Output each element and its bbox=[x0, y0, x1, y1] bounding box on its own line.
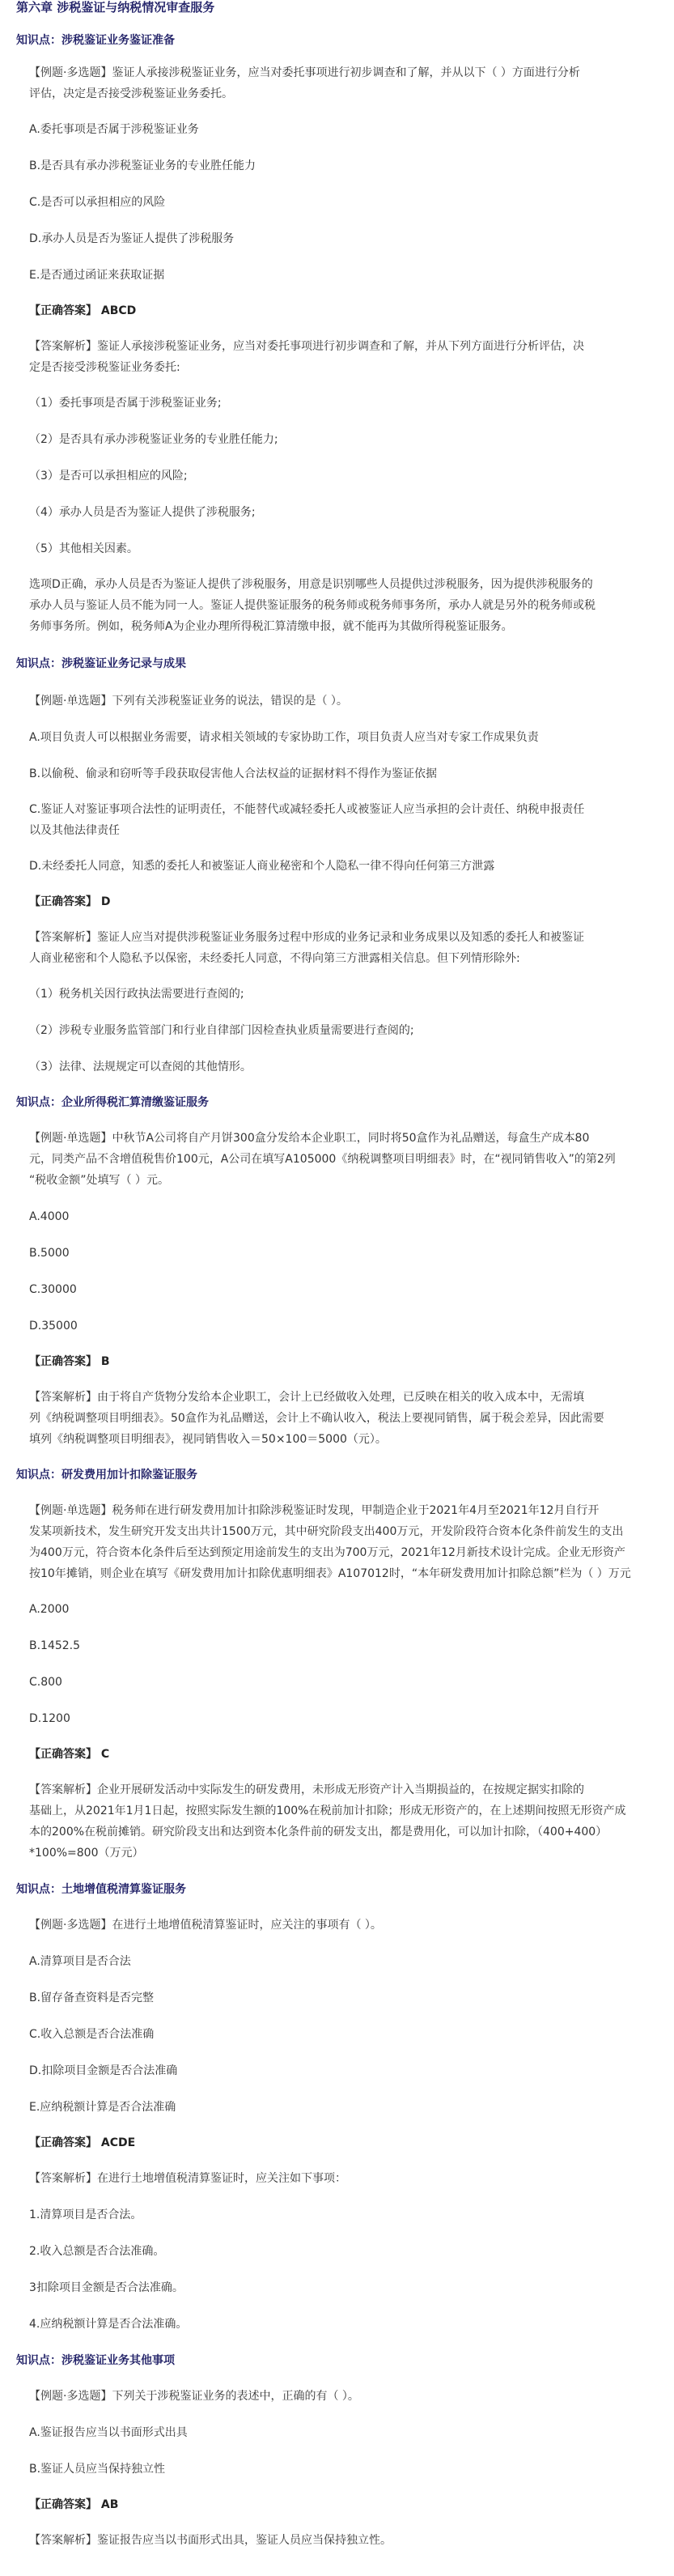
text-line: A.清算项目是否合法 bbox=[29, 1955, 131, 1968]
text-line: 按10年摊销，则企业在填写《研发费用加计扣除优惠明细表》A107012时，“本年研发费用加计扣除总额”栏为（ ）万元 bbox=[29, 1567, 631, 1580]
section-heading: 知识点：研发费用加计扣除鉴证服务 bbox=[16, 1469, 197, 1481]
text-line: （4）承办人员是否为鉴证人提供了涉税服务; bbox=[29, 506, 256, 519]
text-line: 【正确答案】 ABCD bbox=[29, 304, 137, 317]
text-line: （2）是否具有承办涉税鉴证业务的专业胜任能力; bbox=[29, 433, 278, 446]
text-line: 发某项新技术，发生研究开发支出共计1500万元，其中研究阶段支出400万元，开发阶段符合资本化条件前发生的支出 bbox=[29, 1525, 624, 1538]
text-line: C.800 bbox=[29, 1676, 62, 1689]
text-line: 为400万元，符合资本化条件后至达到预定用途前发生的支出为700万元，2021年12月新技术设计完成。企业无形资产 bbox=[29, 1546, 625, 1559]
text-line: 【答案解析】在进行土地增值税清算鉴证时，应关注如下事项： bbox=[29, 2172, 346, 2185]
section-heading: 知识点：涉税鉴证业务其他事项 bbox=[16, 2354, 175, 2367]
text-line: B.1452.5 bbox=[29, 1639, 81, 1652]
section-heading: 知识点：土地增值税清算鉴证服务 bbox=[16, 1883, 186, 1896]
text-line: 【答案解析】鉴证人承接涉税鉴证业务，应当对委托事项进行初步调查和了解，并从下列方面进行分析评估，决 bbox=[29, 340, 584, 353]
text-line: 4.应纳税额计算是否合法准确。 bbox=[29, 2318, 188, 2331]
text-line: 【答案解析】企业开展研发活动中实际发生的研发费用，未形成无形资产计入当期损益的，在按规定据实扣除的 bbox=[29, 1783, 584, 1796]
text-line: D.扣除项目金额是否合法准确 bbox=[29, 2064, 178, 2077]
text-line: B.留存备查资料是否完整 bbox=[29, 1992, 155, 2004]
text-line: 基础上，从2021年1月1日起，按照实际发生额的100%在税前加计扣除；形成无形资产的，在上述期间按照无形资产成 bbox=[29, 1804, 626, 1817]
chapter-title: 第六章 涉税鉴证与纳税情况审查服务 bbox=[16, 0, 215, 15]
text-line: 【例题·多选题】在进行土地增值税清算鉴证时，应关注的事项有（ ）。 bbox=[29, 1919, 382, 1932]
text-line: 元，同类产品不含增值税售价100元，A公司在填写A105000《纳税调整项目明细表》时，在“视同销售收入”的第2列 bbox=[29, 1153, 616, 1166]
text-line: 【答案解析】鉴证人应当对提供涉税鉴证业务服务过程中形成的业务记录和业务成果以及知悉的委托人和被鉴证 bbox=[29, 931, 584, 944]
text-line: A.2000 bbox=[29, 1603, 70, 1616]
text-line: 选项D正确，承办人员是否为鉴证人提供了涉税服务，用意是识别哪些人员提供过涉税服务，因为提供涉税服务的 bbox=[29, 578, 593, 591]
text-line: 【例题·多选题】下列关于涉税鉴证业务的表述中，正确的有（ ）。 bbox=[29, 2390, 359, 2403]
text-line: B.5000 bbox=[29, 1247, 70, 1260]
text-line: 3扣除项目金额是否合法准确。 bbox=[29, 2281, 184, 2294]
text-line: （1）税务机关因行政执法需要进行查阅的; bbox=[29, 988, 244, 1001]
text-line: *100%=800（万元） bbox=[29, 1847, 144, 1860]
text-line: A.4000 bbox=[29, 1210, 70, 1223]
text-line: （3）是否可以承担相应的风险; bbox=[29, 470, 188, 482]
text-line: B.以偷税、偷录和窃听等手段获取侵害他人合法权益的证据材料不得作为鉴证依据 bbox=[29, 767, 438, 780]
section-heading: 知识点：涉税鉴证业务记录与成果 bbox=[16, 657, 186, 670]
text-line: D.1200 bbox=[29, 1712, 70, 1725]
text-line: 本的200%在税前摊销。研究阶段支出和达到资本化条件前的研发支出，都是费用化，可以加计扣除，（400+400） bbox=[29, 1826, 608, 1838]
section-heading: 知识点：涉税鉴证业务鉴证准备 bbox=[16, 34, 175, 47]
text-line: B.鉴证人员应当保持独立性 bbox=[29, 2463, 166, 2476]
text-line: B.是否具有承办涉税鉴证业务的专业胜任能力 bbox=[29, 159, 256, 172]
text-line: （1）委托事项是否属于涉税鉴证业务; bbox=[29, 397, 222, 410]
text-line: 【正确答案】 D bbox=[29, 895, 111, 908]
text-line: E.是否通过函证来获取证据 bbox=[29, 269, 165, 282]
text-line: 人商业秘密和个人隐私予以保密，未经委托人同意，不得向第三方泄露相关信息。但下列情形除外: bbox=[29, 952, 520, 965]
text-line: C.收入总额是否合法准确 bbox=[29, 2028, 155, 2041]
text-line: 【例题·多选题】鉴证人承接涉税鉴证业务，应当对委托事项进行初步调查和了解，并从以下（ ）方面进行分析 bbox=[29, 66, 580, 79]
text-line: A.委托事项是否属于涉税鉴证业务 bbox=[29, 123, 199, 136]
text-line: D.未经委托人同意，知悉的委托人和被鉴证人商业秘密和个人隐私一律不得向任何第三方泄露 bbox=[29, 860, 495, 873]
text-line: A.鉴证报告应当以书面形式出具 bbox=[29, 2426, 188, 2439]
text-line: 填列《纳税调整项目明细表》，视同销售收入＝50×100＝5000（元）。 bbox=[29, 1433, 387, 1446]
text-line: 2.收入总额是否合法准确。 bbox=[29, 2245, 165, 2258]
text-line: 1.清算项目是否合法。 bbox=[29, 2208, 142, 2221]
text-line: 【正确答案】 ACDE bbox=[29, 2136, 136, 2149]
section-heading: 知识点：企业所得税汇算清缴鉴证服务 bbox=[16, 1096, 209, 1109]
text-line: （2）涉税专业服务监管部门和行业自律部门因检查执业质量需要进行查阅的; bbox=[29, 1024, 414, 1037]
text-line: 【正确答案】 C bbox=[29, 1748, 110, 1761]
text-line: 【例题·单选题】税务师在进行研发费用加计扣除涉税鉴证时发现，甲制造企业于2021年4月至2021年12月自行开 bbox=[29, 1504, 600, 1517]
text-line: 【答案解析】由于将自产货物分发给本企业职工，会计上已经做收入处理，已反映在相关的收入成本中，无需填 bbox=[29, 1391, 584, 1404]
text-line: （3）法律、法规规定可以查阅的其他情形。 bbox=[29, 1061, 252, 1073]
text-line: 以及其他法律责任 bbox=[29, 824, 120, 837]
text-line: C.鉴证人对鉴证事项合法性的证明责任，不能替代或减轻委托人或被鉴证人应当承担的会计责任、纳税申报责任 bbox=[29, 803, 585, 816]
text-line: A.项目负责人可以根据业务需要，请求相关领域的专家协助工作，项目负责人应当对专家工作成果负责 bbox=[29, 731, 539, 744]
text-line: 【正确答案】 B bbox=[29, 1355, 110, 1368]
text-line: C.是否可以承担相应的风险 bbox=[29, 196, 166, 209]
text-line: D.承办人员是否为鉴证人提供了涉税服务 bbox=[29, 232, 235, 245]
text-line: D.35000 bbox=[29, 1320, 78, 1333]
text-line: 【正确答案】 AB bbox=[29, 2498, 119, 2511]
text-line: 承办人员与鉴证人员不能为同一人。鉴证人提供鉴证服务的税务师或税务师事务所，承办人就是另外的税务师或税 bbox=[29, 599, 596, 612]
text-line: 列《纳税调整项目明细表》。50盒作为礼品赠送，会计上不确认收入，税法上要视同销售，属于税会差异，因此需要 bbox=[29, 1412, 604, 1425]
text-line: 定是否接受涉税鉴证业务委托: bbox=[29, 361, 180, 374]
text-line: 【例题·单选题】中秋节A公司将自产月饼300盒分发给本企业职工，同时将50盒作为礼品赠送，每盒生产成本80 bbox=[29, 1132, 590, 1145]
text-line: “税收金额”处填写（ ）元。 bbox=[29, 1174, 169, 1187]
text-line: 【答案解析】鉴证报告应当以书面形式出具，鉴证人员应当保持独立性。 bbox=[29, 2534, 392, 2547]
text-line: 务师事务所。例如，税务师A为企业办理所得税汇算清缴申报，就不能再为其做所得税鉴证服务。 bbox=[29, 620, 513, 633]
text-line: （5）其他相关因素。 bbox=[29, 542, 138, 555]
text-line: E.应纳税额计算是否合法准确 bbox=[29, 2101, 176, 2114]
text-line: 【例题·单选题】下列有关涉税鉴证业务的说法，错误的是（ ）。 bbox=[29, 695, 348, 708]
text-line: C.30000 bbox=[29, 1283, 77, 1296]
text-line: 评估，决定是否接受涉税鉴证业务委托。 bbox=[29, 87, 233, 100]
